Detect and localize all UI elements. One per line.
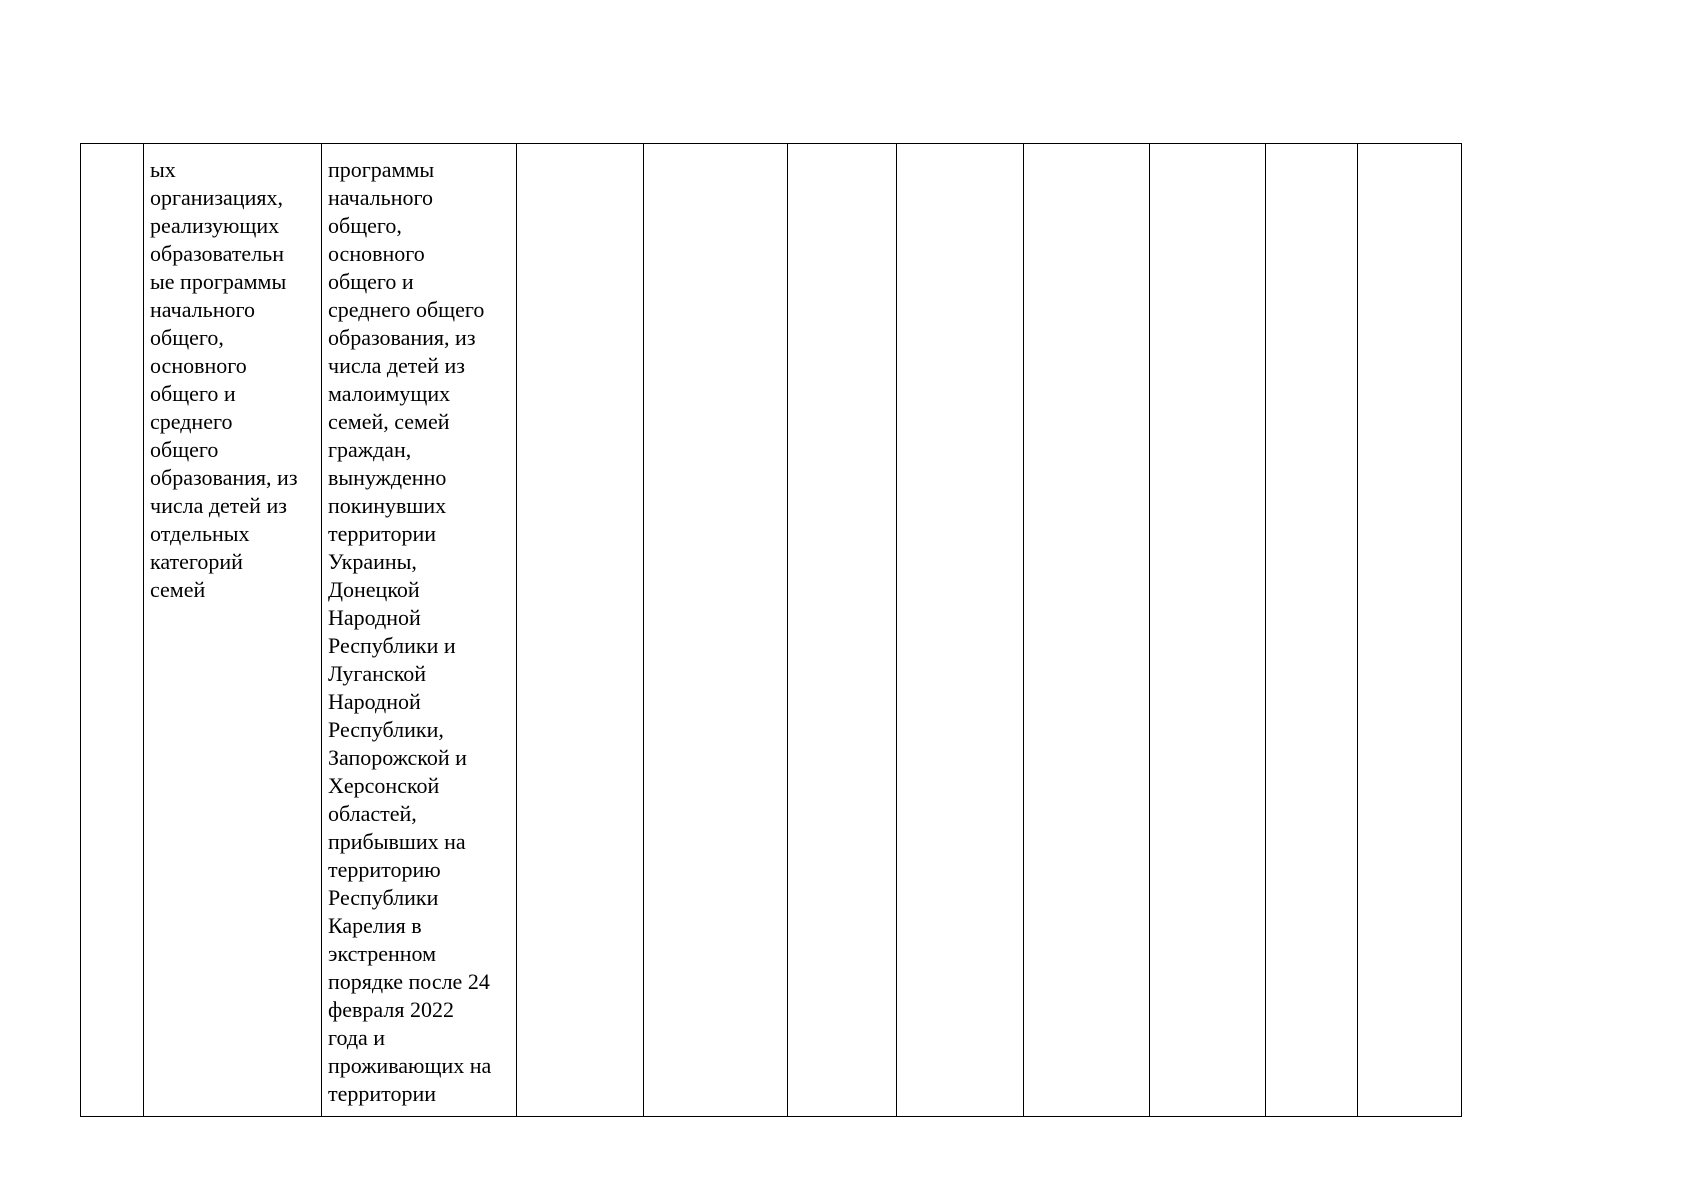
table-cell: [788, 144, 897, 1117]
data-table: [80, 143, 1462, 1117]
cell-text: ых организациях, реализующих образовательн ые программы начального общего, основного общего и среднего общего образования, из числа детей из отдельных категорий семей: [150, 157, 298, 602]
table-cell: [1358, 144, 1462, 1117]
table-cell: [644, 144, 788, 1117]
table-row: [81, 144, 1462, 1117]
table-cell: [1266, 144, 1358, 1117]
table-cell: [1024, 144, 1150, 1117]
table-cell-number: [81, 144, 144, 1117]
table-cell-description: [322, 144, 517, 1117]
table-cell: [897, 144, 1024, 1117]
table-cell-indicator: [144, 144, 322, 1117]
cell-text: программы начального общего, основного общего и среднего общего образования, из числа детей из малоимущих семей, семей граждан, вынужденно покинувших территории Украины, Донецкой Народной Республики и Луганской Народной Республики, Запорожской и Херсонской областей, прибывших на территорию Республики Карелия в экстренном порядке после 24 февраля 2022 года и проживающих на территории: [328, 157, 492, 1106]
table-cell: [517, 144, 644, 1117]
table-cell: [1150, 144, 1266, 1117]
